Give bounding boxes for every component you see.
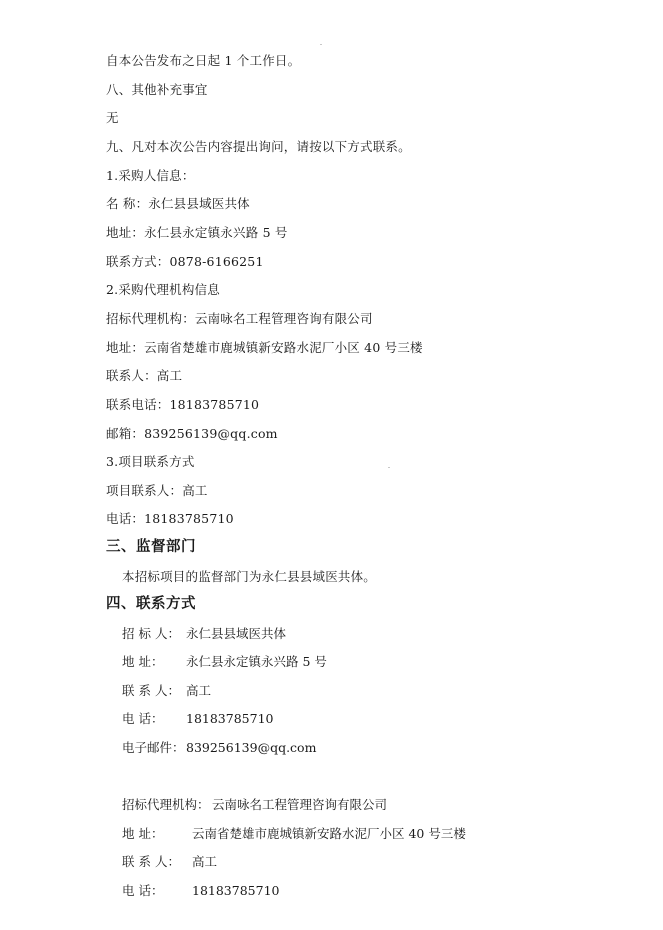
tenderer-email-label: 电子邮件： (122, 740, 185, 755)
project-contact-phone: 电话：18183785710 (106, 511, 234, 526)
agent-name-value: 云南咏名工程管理咨询有限公司 (212, 797, 388, 812)
purchaser-phone: 联系方式：0878-6166251 (106, 254, 264, 269)
agency-email: 邮箱：839256139@qq.com (106, 426, 278, 441)
agent-contact-row (122, 854, 217, 870)
section-8-body: 无 (106, 110, 119, 125)
tenderer-phone-value: 18183785710 (186, 711, 274, 726)
scan-speck (320, 44, 322, 45)
agent-address-row (122, 826, 466, 842)
tenderer-email-value: 839256139@qq.com (186, 740, 317, 755)
purchaser-info-title: 1.采购人信息： (106, 168, 195, 183)
tenderer-name-label: 招 标 人： (122, 626, 180, 641)
tenderer-contact-row (122, 683, 211, 699)
section-3-body: 本招标项目的监督部门为永仁县县域医共体。 (122, 569, 377, 584)
agent-name-row (122, 797, 387, 813)
section-9-title: 九、凡对本次公告内容提出询问，请按以下方式联系。 (106, 139, 411, 154)
tenderer-address-row (122, 654, 327, 670)
tenderer-phone-label: 电 话： (122, 711, 164, 726)
tenderer-email-row (122, 740, 316, 756)
agent-phone-label: 电 话： (122, 883, 164, 898)
agent-phone-value: 18183785710 (192, 883, 280, 898)
tenderer-address-label: 地 址： (122, 654, 164, 669)
section-3-heading: 三、监督部门 (106, 539, 196, 555)
agency-address: 地址：云南省楚雄市鹿城镇新安路水泥厂小区 40 号三楼 (106, 340, 423, 355)
project-contact-person: 项目联系人：高工 (106, 483, 208, 498)
agent-address-label: 地 址： (122, 826, 164, 841)
tenderer-contact-value: 高工 (186, 683, 212, 698)
tenderer-name-row (122, 626, 286, 642)
purchaser-name: 名 称：永仁县县域医共体 (106, 196, 250, 211)
agency-info-title: 2.采购代理机构信息 (106, 282, 220, 297)
agency-name: 招标代理机构：云南咏名工程管理咨询有限公司 (106, 311, 373, 326)
agency-phone: 联系电话：18183785710 (106, 397, 260, 412)
agent-contact-label: 联 系 人： (122, 854, 180, 869)
agency-contact: 联系人：高工 (106, 368, 183, 383)
deadline-text: 自本公告发布之日起 1 个工作日。 (106, 53, 301, 68)
tenderer-phone-row (122, 711, 273, 727)
tenderer-contact-label: 联 系 人： (122, 683, 180, 698)
project-contact-title: 3.项目联系方式 (106, 454, 195, 469)
tenderer-address-value: 永仁县永定镇永兴路 5 号 (186, 654, 327, 669)
purchaser-address: 地址：永仁县永定镇永兴路 5 号 (106, 225, 288, 240)
agent-name-label: 招标代理机构： (122, 797, 210, 812)
agent-address-value: 云南省楚雄市鹿城镇新安路水泥厂小区 40 号三楼 (192, 826, 466, 841)
tenderer-name-value: 永仁县县域医共体 (186, 626, 287, 641)
agent-phone-row (122, 883, 279, 899)
scan-speck (388, 467, 390, 468)
agent-contact-value: 高工 (192, 854, 218, 869)
section-8-title: 八、其他补充事宜 (106, 82, 208, 97)
section-4-heading: 四、联系方式 (106, 596, 196, 612)
